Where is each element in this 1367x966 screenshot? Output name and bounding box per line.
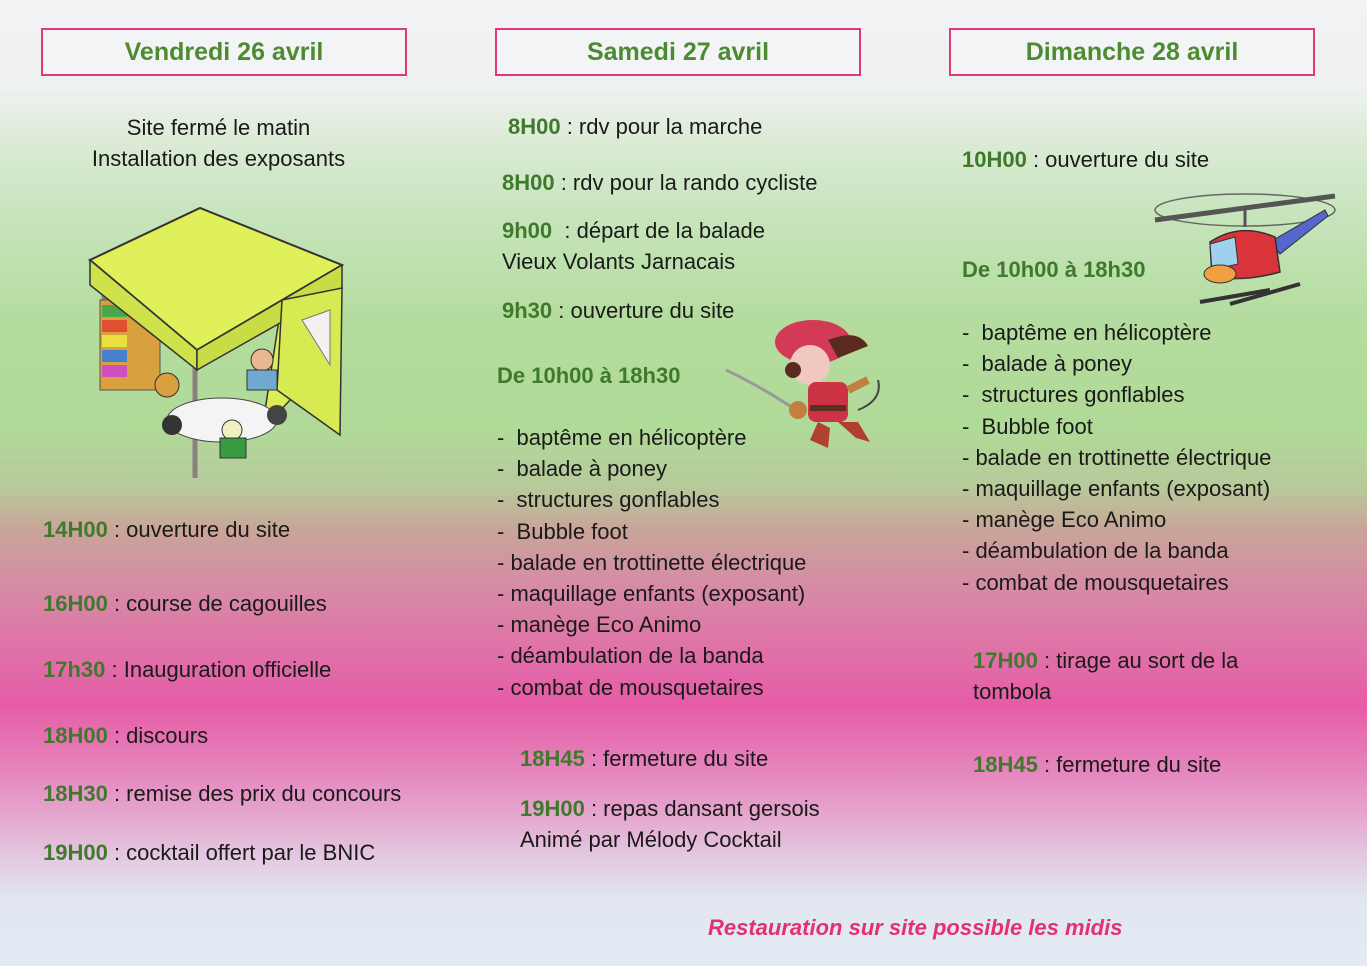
sunday-time-range: De 10h00 à 18h30 xyxy=(962,257,1146,282)
event-time: 16H00 xyxy=(43,591,108,616)
event-text: : remise des prix du concours xyxy=(107,781,402,806)
sunday-late-event xyxy=(973,749,1221,780)
event-text: : discours xyxy=(107,723,209,748)
tent-icon xyxy=(82,200,352,480)
sunday-late-event-line2: tombola xyxy=(973,679,1052,704)
saturday-event xyxy=(502,295,734,326)
activity-item: - balade à poney xyxy=(962,351,1133,377)
event-text: : départ de la balade xyxy=(552,218,765,243)
activity-item: - Bubble foot xyxy=(962,413,1093,439)
activity-item: - combat de mousquetaires xyxy=(497,674,764,700)
event-time: 19H00 xyxy=(520,796,585,821)
event-time: 10H00 xyxy=(962,147,1027,172)
activity-item: - Bubble foot xyxy=(497,518,628,544)
activity-item: - manège Eco Animo xyxy=(497,612,702,638)
saturday-event xyxy=(502,167,818,198)
activity-item: - maquillage enfants (exposant) xyxy=(962,475,1271,501)
saturday-event-line2: Vieux Volants Jarnacais xyxy=(502,249,736,274)
activity-item: - balade en trottinette électrique xyxy=(962,444,1272,470)
activity-item: - baptême en hélicoptère xyxy=(962,320,1212,345)
saturday-late-event xyxy=(520,793,820,824)
friday-event xyxy=(43,778,401,809)
event-time: 18H45 xyxy=(520,746,585,771)
event-time: 18H00 xyxy=(43,723,108,748)
day-header-saturday: Samedi 27 avril xyxy=(495,28,861,76)
footer-note: Restauration sur site possible les midis xyxy=(708,915,1123,940)
event-text: : ouverture du site xyxy=(107,517,291,542)
helicopter-icon xyxy=(1150,182,1340,307)
event-text: : repas dansant gersois xyxy=(584,796,820,821)
sunday-event xyxy=(962,144,1209,175)
activity-item: - combat de mousquetaires xyxy=(962,569,1229,595)
event-text: : cocktail offert par le BNIC xyxy=(107,840,376,865)
event-time: 14H00 xyxy=(43,517,108,542)
event-text: : rdv pour la marche xyxy=(560,114,763,139)
event-text: : fermeture du site xyxy=(1037,752,1222,777)
saturday-event xyxy=(502,215,765,246)
event-text: : fermeture du site xyxy=(584,746,769,771)
saturday-late-event-line2: Animé par Mélody Cocktail xyxy=(520,827,782,852)
event-text: : tirage au sort de la xyxy=(1037,648,1239,673)
day-header-sunday: Dimanche 28 avril xyxy=(949,28,1315,76)
activity-item: - structures gonflables xyxy=(497,487,720,513)
friday-event xyxy=(43,514,290,545)
activity-item: - maquillage enfants (exposant) xyxy=(497,580,806,606)
event-text: : rdv pour la rando cycliste xyxy=(554,170,818,195)
activity-item: - déambulation de la banda xyxy=(497,643,764,669)
event-time: 17H00 xyxy=(973,648,1038,673)
event-time: 8H00 xyxy=(502,170,555,195)
saturday-activities xyxy=(497,422,806,703)
event-time: 9h30 xyxy=(502,298,553,323)
activity-item: - balade en trottinette électrique xyxy=(497,549,807,575)
event-time: 18H30 xyxy=(43,781,108,806)
activity-item: - manège Eco Animo xyxy=(962,507,1167,533)
event-time: 18H45 xyxy=(973,752,1038,777)
event-time: 17h30 xyxy=(43,657,106,682)
saturday-late-event xyxy=(520,743,768,774)
activity-item: - structures gonflables xyxy=(962,382,1185,408)
friday-event xyxy=(43,588,327,619)
activity-item: - baptême en hélicoptère xyxy=(497,425,747,450)
friday-event xyxy=(43,837,375,868)
saturday-time-range: De 10h00 à 18h30 xyxy=(497,363,681,388)
saturday-event xyxy=(508,111,762,142)
event-time: 8H00 xyxy=(508,114,561,139)
activity-item: - déambulation de la banda xyxy=(962,538,1229,564)
friday-intro-line-2: Installation des exposants xyxy=(91,146,346,171)
day-header-friday: Vendredi 26 avril xyxy=(41,28,407,76)
friday-intro-line-1: Site fermé le matin xyxy=(126,115,311,140)
event-time: 19H00 xyxy=(43,840,108,865)
activity-item: - balade à poney xyxy=(497,456,668,482)
sunday-late-event xyxy=(973,645,1238,676)
friday-event xyxy=(43,654,331,685)
event-text: : Inauguration officielle xyxy=(105,657,332,682)
event-text: : ouverture du site xyxy=(1026,147,1210,172)
sunday-activities xyxy=(962,317,1271,598)
friday-event xyxy=(43,720,208,751)
event-time: 9h00 xyxy=(502,218,553,243)
event-text: : course de cagouilles xyxy=(107,591,327,616)
event-text: : ouverture du site xyxy=(552,298,735,323)
